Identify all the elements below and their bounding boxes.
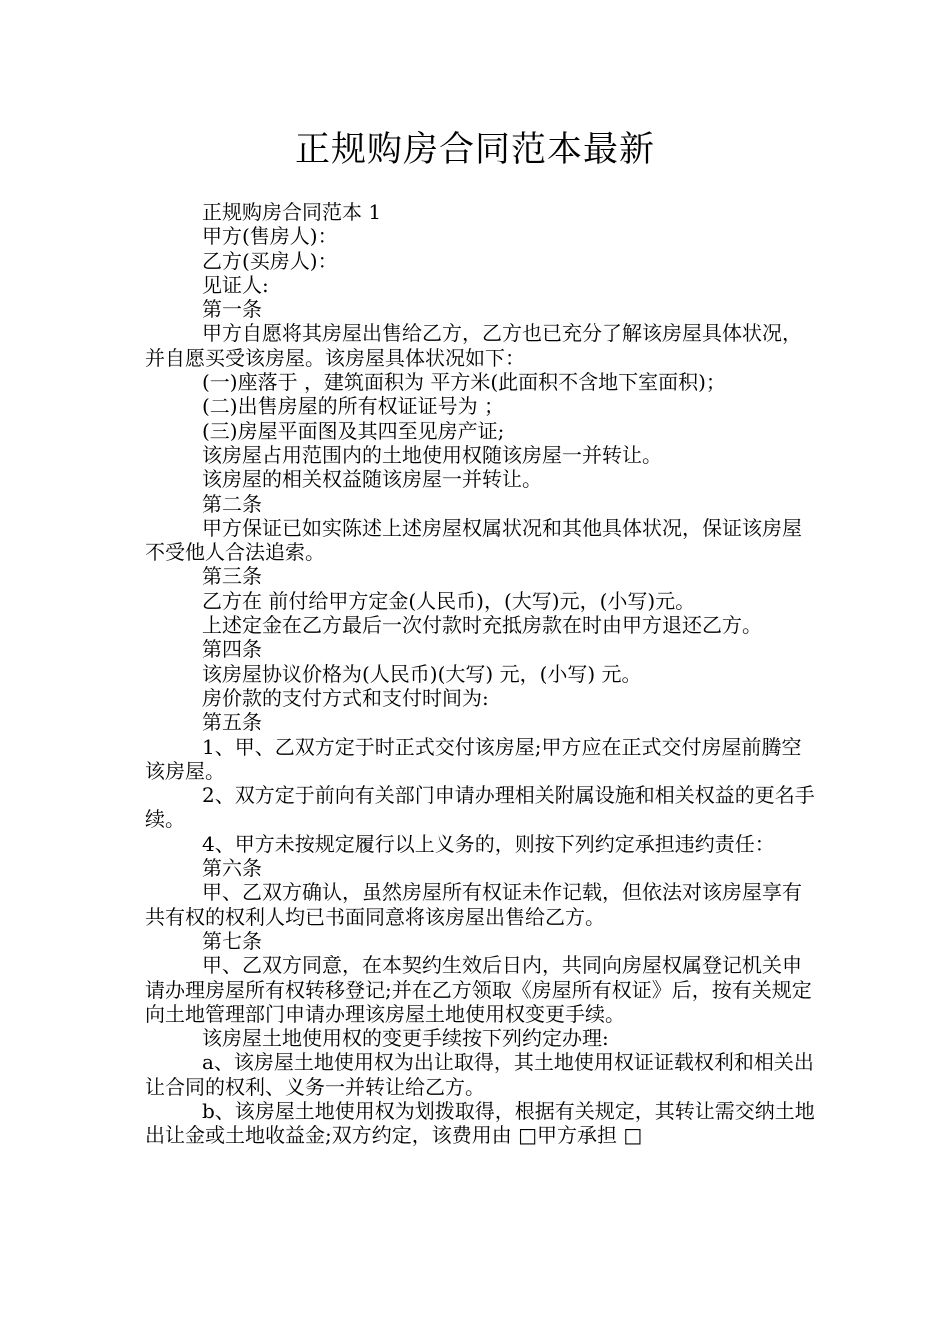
article-heading-6: 第六条	[202, 856, 262, 881]
paragraph-text: a、该房屋土地使用权为出让取得，其土地使用权证证载权利和相关出让合同的权利、义务一并转让给乙方。	[145, 1050, 814, 1099]
paragraph-text: b、该房屋土地使用权为划拨取得，根据有关规定，其转让需交纳土地出让金或土地收益金;双方约定，该费用由 □甲方承担 □	[145, 1098, 815, 1148]
paragraph-text: (一)座落于 ，建筑面积为 平方米(此面积不含地下室面积)；	[202, 370, 726, 395]
paragraph-text: 1、甲、乙双方定于时正式交付该房屋;甲方应在正式交付房屋前腾空该房屋。	[145, 734, 802, 783]
paragraph-text: 该房屋土地使用权的变更手续按下列约定办理:	[202, 1026, 609, 1051]
paragraph-text: 该房屋的相关权益随该房屋一并转让。	[202, 467, 542, 492]
document-title: 正规购房合同范本最新	[294, 130, 655, 170]
paragraph-text: 房价款的支付方式和支付时间为:	[202, 685, 489, 710]
paragraph-text: 上述定金在乙方最后一次付款时充抵房款在时由甲方退还乙方。	[202, 613, 762, 638]
paragraph-text: 甲、乙双方同意，在本契约生效后日内，共同向房屋权属登记机关申请办理房屋所有权转移登记;并在乙方领取《房屋所有权证》后，按有关规定向土地管理部门申请办理该房屋土地使用权变更手续。	[145, 953, 812, 1026]
paragraph-text: (二)出售房屋的所有权证证号为 ；	[202, 394, 504, 419]
paragraph-text: 该房屋协议价格为(人民币)(大写) 元，(小写) 元。	[202, 661, 642, 686]
article-heading-3: 第三条	[202, 564, 262, 589]
paragraph-contract-no: 正规购房合同范本 1	[202, 200, 382, 224]
paragraph-text: 甲、乙双方确认，虽然房屋所有权证未作记载，但依法对该房屋享有共有权的权利人均已书面同意将该房屋出售给乙方。	[145, 880, 802, 929]
paragraph-text: 2、双方定于前向有关部门申请办理相关附属设施和相关权益的更名手续。	[145, 783, 815, 832]
paragraph-witness: 见证人:	[202, 272, 269, 297]
paragraph-text: 该房屋占用范围内的土地使用权随该房屋一并转让。	[202, 442, 662, 467]
paragraph-text: (三)房屋平面图及其四至见房产证;	[202, 418, 505, 443]
paragraph-text: 甲方自愿将其房屋出售给乙方，乙方也已充分了解该房屋具体状况，并自愿买受该房屋。该房屋具体状况如下：	[145, 321, 802, 370]
article-heading-4: 第四条	[202, 637, 262, 662]
article-heading-5: 第五条	[202, 710, 262, 735]
paragraph-text: 乙方在 前付给甲方定金(人民币)，(大写)元，(小写)元。	[202, 588, 696, 613]
document-body	[145, 200, 815, 1148]
article-heading-1: 第一条	[202, 297, 262, 322]
paragraph-party-a: 甲方(售房人)：	[202, 224, 338, 249]
paragraph-party-b: 乙方(买房人)：	[202, 248, 338, 273]
article-heading-2: 第二条	[202, 491, 262, 516]
article-heading-7: 第七条	[202, 928, 262, 953]
paragraph-text: 甲方保证已如实陈述上述房屋权属状况和其他具体状况，保证该房屋不受他人合法追索。	[145, 515, 802, 565]
paragraph-text: 4、甲方未按规定履行以上义务的，则按下列约定承担违约责任：	[202, 831, 775, 856]
